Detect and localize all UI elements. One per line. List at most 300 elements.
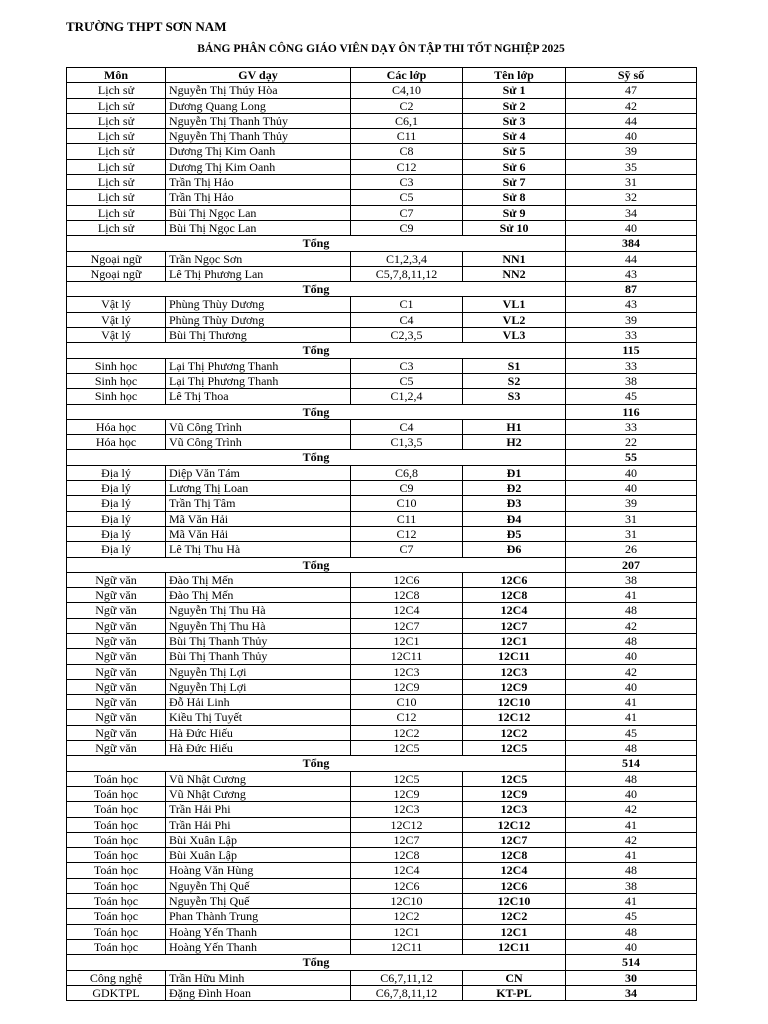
subject-cell: Toán học bbox=[67, 924, 166, 939]
subject-cell: Lịch sử bbox=[67, 175, 166, 190]
teacher-cell: Vũ Công Trình bbox=[166, 435, 351, 450]
class-name-cell: Sử 8 bbox=[463, 190, 566, 205]
count-cell: 41 bbox=[566, 817, 697, 832]
subject-cell: Ngữ văn bbox=[67, 603, 166, 618]
teacher-cell: Nguyễn Thị Thu Hà bbox=[166, 618, 351, 633]
table-row bbox=[67, 98, 697, 113]
teacher-cell: Vũ Nhật Cương bbox=[166, 786, 351, 801]
classes-cell: 12C10 bbox=[351, 894, 463, 909]
subtotal-count: 384 bbox=[566, 236, 697, 251]
class-name-cell: Sử 5 bbox=[463, 144, 566, 159]
subtotal-count: 115 bbox=[566, 343, 697, 358]
subject-cell: Hóa học bbox=[67, 419, 166, 434]
subject-cell: Vật lý bbox=[67, 297, 166, 312]
teacher-cell: Dương Thị Kim Oanh bbox=[166, 159, 351, 174]
subtotal-count: 116 bbox=[566, 404, 697, 419]
subject-cell: Toán học bbox=[67, 832, 166, 847]
classes-cell: C12 bbox=[351, 710, 463, 725]
teacher-cell: Nguyễn Thị Thúy Hòa bbox=[166, 83, 351, 98]
assignment-table bbox=[66, 67, 697, 1001]
count-cell: 33 bbox=[566, 358, 697, 373]
table-row bbox=[67, 710, 697, 725]
count-cell: 22 bbox=[566, 435, 697, 450]
table-row bbox=[67, 939, 697, 954]
subtotal-count: 514 bbox=[566, 955, 697, 970]
subtotal-label: Tổng bbox=[67, 450, 566, 465]
classes-cell: 12C7 bbox=[351, 618, 463, 633]
table-row bbox=[67, 190, 697, 205]
teacher-cell: Lại Thị Phương Thanh bbox=[166, 373, 351, 388]
header-teacher: GV dạy bbox=[166, 68, 351, 83]
subject-cell: Ngữ văn bbox=[67, 695, 166, 710]
teacher-cell: Kiều Thị Tuyết bbox=[166, 710, 351, 725]
classes-cell: C5 bbox=[351, 190, 463, 205]
count-cell: 48 bbox=[566, 863, 697, 878]
count-cell: 32 bbox=[566, 190, 697, 205]
class-name-cell: 12C3 bbox=[463, 802, 566, 817]
count-cell: 33 bbox=[566, 328, 697, 343]
table-row bbox=[67, 695, 697, 710]
table-row bbox=[67, 970, 697, 985]
count-cell: 40 bbox=[566, 939, 697, 954]
class-name-cell: Sử 9 bbox=[463, 205, 566, 220]
table-row bbox=[67, 679, 697, 694]
teacher-cell: Mã Văn Hải bbox=[166, 511, 351, 526]
classes-cell: C6,7,11,12 bbox=[351, 970, 463, 985]
classes-cell: C2 bbox=[351, 98, 463, 113]
subject-cell: Ngữ văn bbox=[67, 725, 166, 740]
teacher-cell: Lương Thị Loan bbox=[166, 481, 351, 496]
count-cell: 44 bbox=[566, 251, 697, 266]
table-row bbox=[67, 481, 697, 496]
class-name-cell: Đ4 bbox=[463, 511, 566, 526]
class-name-cell: 12C11 bbox=[463, 649, 566, 664]
count-cell: 45 bbox=[566, 389, 697, 404]
teacher-cell: Trần Hữu Minh bbox=[166, 970, 351, 985]
subject-cell: Ngoại ngữ bbox=[67, 251, 166, 266]
table-row bbox=[67, 909, 697, 924]
teacher-cell: Vũ Nhật Cương bbox=[166, 771, 351, 786]
class-name-cell: 12C1 bbox=[463, 924, 566, 939]
subject-cell: Hóa học bbox=[67, 435, 166, 450]
table-row bbox=[67, 312, 697, 327]
class-name-cell: 12C2 bbox=[463, 725, 566, 740]
subject-cell: Toán học bbox=[67, 848, 166, 863]
classes-cell: C8 bbox=[351, 144, 463, 159]
subject-cell: Vật lý bbox=[67, 328, 166, 343]
subject-cell: Ngữ văn bbox=[67, 572, 166, 587]
count-cell: 26 bbox=[566, 542, 697, 557]
classes-cell: 12C1 bbox=[351, 924, 463, 939]
class-name-cell: KT-PL bbox=[463, 985, 566, 1000]
class-name-cell: Sử 3 bbox=[463, 113, 566, 128]
count-cell: 45 bbox=[566, 725, 697, 740]
classes-cell: C7 bbox=[351, 542, 463, 557]
teacher-cell: Nguyễn Thị Thanh Thủy bbox=[166, 113, 351, 128]
table-row bbox=[67, 435, 697, 450]
table-row bbox=[67, 373, 697, 388]
header-count: Sỹ số bbox=[566, 68, 697, 83]
teacher-cell: Nguyễn Thị Lợi bbox=[166, 679, 351, 694]
class-name-cell: Sử 4 bbox=[463, 129, 566, 144]
subject-cell: Ngữ văn bbox=[67, 710, 166, 725]
subtotal-label: Tổng bbox=[67, 756, 566, 771]
count-cell: 42 bbox=[566, 802, 697, 817]
teacher-cell: Phan Thành Trung bbox=[166, 909, 351, 924]
teacher-cell: Hoàng Yến Thanh bbox=[166, 939, 351, 954]
class-name-cell: Đ5 bbox=[463, 526, 566, 541]
teacher-cell: Nguyễn Thị Quế bbox=[166, 878, 351, 893]
table-row bbox=[67, 496, 697, 511]
subtotal-row bbox=[67, 450, 697, 465]
count-cell: 48 bbox=[566, 633, 697, 648]
class-name-cell: Sử 1 bbox=[463, 83, 566, 98]
table-row bbox=[67, 603, 697, 618]
teacher-cell: Bùi Thị Thanh Thủy bbox=[166, 649, 351, 664]
subject-cell: Sinh học bbox=[67, 373, 166, 388]
classes-cell: 12C5 bbox=[351, 741, 463, 756]
count-cell: 41 bbox=[566, 848, 697, 863]
count-cell: 41 bbox=[566, 710, 697, 725]
subtotal-row bbox=[67, 343, 697, 358]
class-name-cell: 12C6 bbox=[463, 572, 566, 587]
classes-cell: 12C12 bbox=[351, 817, 463, 832]
teacher-cell: Bùi Thị Ngọc Lan bbox=[166, 205, 351, 220]
subject-cell: Lịch sử bbox=[67, 83, 166, 98]
class-name-cell: Sử 2 bbox=[463, 98, 566, 113]
classes-cell: C1,2,4 bbox=[351, 389, 463, 404]
classes-cell: C5 bbox=[351, 373, 463, 388]
classes-cell: C6,7,8,11,12 bbox=[351, 985, 463, 1000]
teacher-cell: Đào Thị Mến bbox=[166, 572, 351, 587]
classes-cell: 12C6 bbox=[351, 878, 463, 893]
subject-cell: Ngữ văn bbox=[67, 664, 166, 679]
classes-cell: 12C8 bbox=[351, 588, 463, 603]
count-cell: 40 bbox=[566, 129, 697, 144]
table-row bbox=[67, 251, 697, 266]
table-row bbox=[67, 465, 697, 480]
table-row bbox=[67, 924, 697, 939]
class-name-cell: Sử 10 bbox=[463, 220, 566, 235]
classes-cell: C7 bbox=[351, 205, 463, 220]
classes-cell: 12C9 bbox=[351, 679, 463, 694]
count-cell: 38 bbox=[566, 878, 697, 893]
class-name-cell: 12C3 bbox=[463, 664, 566, 679]
count-cell: 34 bbox=[566, 205, 697, 220]
classes-cell: 12C2 bbox=[351, 725, 463, 740]
count-cell: 42 bbox=[566, 664, 697, 679]
subject-cell: Ngữ văn bbox=[67, 741, 166, 756]
class-name-cell: S2 bbox=[463, 373, 566, 388]
teacher-cell: Bùi Thị Thương bbox=[166, 328, 351, 343]
subject-cell: Toán học bbox=[67, 909, 166, 924]
class-name-cell: 12C12 bbox=[463, 710, 566, 725]
classes-cell: C4,10 bbox=[351, 83, 463, 98]
table-row bbox=[67, 175, 697, 190]
classes-cell: C6,1 bbox=[351, 113, 463, 128]
teacher-cell: Bùi Xuân Lập bbox=[166, 832, 351, 847]
teacher-cell: Hà Đức Hiếu bbox=[166, 725, 351, 740]
subtotal-row bbox=[67, 404, 697, 419]
subject-cell: Địa lý bbox=[67, 481, 166, 496]
count-cell: 45 bbox=[566, 909, 697, 924]
class-name-cell: 12C6 bbox=[463, 878, 566, 893]
table-row bbox=[67, 205, 697, 220]
teacher-cell: Trần Hải Phi bbox=[166, 817, 351, 832]
count-cell: 42 bbox=[566, 618, 697, 633]
count-cell: 39 bbox=[566, 496, 697, 511]
classes-cell: 12C4 bbox=[351, 603, 463, 618]
subject-cell: Lịch sử bbox=[67, 113, 166, 128]
table-row bbox=[67, 878, 697, 893]
classes-cell: C10 bbox=[351, 695, 463, 710]
classes-cell: C5,7,8,11,12 bbox=[351, 266, 463, 281]
class-name-cell: 12C7 bbox=[463, 832, 566, 847]
teacher-cell: Mã Văn Hải bbox=[166, 526, 351, 541]
teacher-cell: Dương Quang Long bbox=[166, 98, 351, 113]
subtotal-label: Tổng bbox=[67, 557, 566, 572]
count-cell: 31 bbox=[566, 511, 697, 526]
table-row bbox=[67, 588, 697, 603]
class-name-cell: 12C8 bbox=[463, 848, 566, 863]
count-cell: 48 bbox=[566, 924, 697, 939]
table-row bbox=[67, 129, 697, 144]
subject-cell: Toán học bbox=[67, 863, 166, 878]
class-name-cell: NN1 bbox=[463, 251, 566, 266]
teacher-cell: Nguyễn Thị Thu Hà bbox=[166, 603, 351, 618]
table-row bbox=[67, 542, 697, 557]
count-cell: 43 bbox=[566, 297, 697, 312]
subject-cell: GDKTPL bbox=[67, 985, 166, 1000]
subject-cell: Địa lý bbox=[67, 511, 166, 526]
count-cell: 31 bbox=[566, 175, 697, 190]
table-row bbox=[67, 786, 697, 801]
class-name-cell: VL2 bbox=[463, 312, 566, 327]
classes-cell: 12C6 bbox=[351, 572, 463, 587]
subject-cell: Toán học bbox=[67, 771, 166, 786]
teacher-cell: Trần Thị Hảo bbox=[166, 175, 351, 190]
classes-cell: C1 bbox=[351, 297, 463, 312]
classes-cell: 12C11 bbox=[351, 649, 463, 664]
subtotal-count: 87 bbox=[566, 282, 697, 297]
teacher-cell: Bùi Xuân Lập bbox=[166, 848, 351, 863]
subject-cell: Ngữ văn bbox=[67, 649, 166, 664]
count-cell: 40 bbox=[566, 220, 697, 235]
subtotal-row bbox=[67, 236, 697, 251]
table-row bbox=[67, 358, 697, 373]
count-cell: 39 bbox=[566, 312, 697, 327]
school-name: TRƯỜNG THPT SƠN NAM bbox=[66, 19, 227, 34]
class-name-cell: H2 bbox=[463, 435, 566, 450]
subject-cell: Ngữ văn bbox=[67, 618, 166, 633]
teacher-cell: Diệp Văn Tám bbox=[166, 465, 351, 480]
subtotal-row bbox=[67, 955, 697, 970]
subject-cell: Toán học bbox=[67, 802, 166, 817]
table-row bbox=[67, 771, 697, 786]
table-row bbox=[67, 863, 697, 878]
table-row bbox=[67, 83, 697, 98]
count-cell: 38 bbox=[566, 572, 697, 587]
subject-cell: Địa lý bbox=[67, 496, 166, 511]
count-cell: 34 bbox=[566, 985, 697, 1000]
count-cell: 40 bbox=[566, 786, 697, 801]
teacher-cell: Lại Thị Phương Thanh bbox=[166, 358, 351, 373]
classes-cell: 12C4 bbox=[351, 863, 463, 878]
class-name-cell: VL3 bbox=[463, 328, 566, 343]
classes-cell: C12 bbox=[351, 526, 463, 541]
classes-cell: 12C8 bbox=[351, 848, 463, 863]
table-row bbox=[67, 802, 697, 817]
classes-cell: C4 bbox=[351, 419, 463, 434]
header-class-name: Tên lớp bbox=[463, 68, 566, 83]
teacher-cell: Dương Thị Kim Oanh bbox=[166, 144, 351, 159]
table-body bbox=[67, 83, 697, 1001]
class-name-cell: 12C2 bbox=[463, 909, 566, 924]
class-name-cell: 12C11 bbox=[463, 939, 566, 954]
header-subject: Môn bbox=[67, 68, 166, 83]
subtotal-label: Tổng bbox=[67, 236, 566, 251]
class-name-cell: 12C4 bbox=[463, 603, 566, 618]
count-cell: 40 bbox=[566, 481, 697, 496]
table-row bbox=[67, 144, 697, 159]
table-row bbox=[67, 389, 697, 404]
subject-cell: Toán học bbox=[67, 786, 166, 801]
table-row bbox=[67, 894, 697, 909]
class-name-cell: Đ3 bbox=[463, 496, 566, 511]
header-row bbox=[67, 68, 697, 83]
class-name-cell: CN bbox=[463, 970, 566, 985]
table-row bbox=[67, 649, 697, 664]
teacher-cell: Trần Thị Hảo bbox=[166, 190, 351, 205]
classes-cell: 12C1 bbox=[351, 633, 463, 648]
subject-cell: Lịch sử bbox=[67, 205, 166, 220]
count-cell: 40 bbox=[566, 465, 697, 480]
subtotal-label: Tổng bbox=[67, 282, 566, 297]
teacher-cell: Vũ Công Trình bbox=[166, 419, 351, 434]
classes-cell: 12C2 bbox=[351, 909, 463, 924]
teacher-cell: Đào Thị Mến bbox=[166, 588, 351, 603]
class-name-cell: Sử 7 bbox=[463, 175, 566, 190]
teacher-cell: Trần Hải Phi bbox=[166, 802, 351, 817]
table-row bbox=[67, 419, 697, 434]
subject-cell: Lịch sử bbox=[67, 98, 166, 113]
table-row bbox=[67, 633, 697, 648]
classes-cell: 12C11 bbox=[351, 939, 463, 954]
subtotal-count: 55 bbox=[566, 450, 697, 465]
table-row bbox=[67, 526, 697, 541]
classes-cell: C1,2,3,4 bbox=[351, 251, 463, 266]
subject-cell: Công nghệ bbox=[67, 970, 166, 985]
class-name-cell: 12C10 bbox=[463, 894, 566, 909]
classes-cell: C4 bbox=[351, 312, 463, 327]
subject-cell: Sinh học bbox=[67, 389, 166, 404]
classes-cell: C1,3,5 bbox=[351, 435, 463, 450]
class-name-cell: 12C5 bbox=[463, 741, 566, 756]
count-cell: 41 bbox=[566, 588, 697, 603]
subject-cell: Địa lý bbox=[67, 526, 166, 541]
subtotal-label: Tổng bbox=[67, 343, 566, 358]
subject-cell: Lịch sử bbox=[67, 144, 166, 159]
count-cell: 48 bbox=[566, 741, 697, 756]
class-name-cell: 12C1 bbox=[463, 633, 566, 648]
class-name-cell: 12C10 bbox=[463, 695, 566, 710]
classes-cell: C9 bbox=[351, 220, 463, 235]
class-name-cell: 12C9 bbox=[463, 786, 566, 801]
subject-cell: Ngữ văn bbox=[67, 679, 166, 694]
teacher-cell: Bùi Thị Ngọc Lan bbox=[166, 220, 351, 235]
teacher-cell: Hoàng Văn Hùng bbox=[166, 863, 351, 878]
teacher-cell: Hoàng Yến Thanh bbox=[166, 924, 351, 939]
class-name-cell: VL1 bbox=[463, 297, 566, 312]
count-cell: 40 bbox=[566, 679, 697, 694]
count-cell: 48 bbox=[566, 771, 697, 786]
teacher-cell: Đỗ Hải Linh bbox=[166, 695, 351, 710]
class-name-cell: Đ2 bbox=[463, 481, 566, 496]
subject-cell: Lịch sử bbox=[67, 159, 166, 174]
table-row bbox=[67, 297, 697, 312]
subject-cell: Địa lý bbox=[67, 542, 166, 557]
classes-cell: C6,8 bbox=[351, 465, 463, 480]
subject-cell: Toán học bbox=[67, 894, 166, 909]
subject-cell: Ngữ văn bbox=[67, 588, 166, 603]
class-name-cell: 12C8 bbox=[463, 588, 566, 603]
table-row bbox=[67, 266, 697, 281]
table-row bbox=[67, 832, 697, 847]
class-name-cell: 12C9 bbox=[463, 679, 566, 694]
count-cell: 33 bbox=[566, 419, 697, 434]
subtotal-label: Tổng bbox=[67, 955, 566, 970]
table-row bbox=[67, 220, 697, 235]
class-name-cell: 12C4 bbox=[463, 863, 566, 878]
count-cell: 41 bbox=[566, 894, 697, 909]
count-cell: 41 bbox=[566, 695, 697, 710]
teacher-cell: Hà Đức Hiếu bbox=[166, 741, 351, 756]
subtotal-count: 207 bbox=[566, 557, 697, 572]
classes-cell: C12 bbox=[351, 159, 463, 174]
class-name-cell: 12C5 bbox=[463, 771, 566, 786]
teacher-cell: Phùng Thùy Dương bbox=[166, 297, 351, 312]
subtotal-row bbox=[67, 557, 697, 572]
table-row bbox=[67, 848, 697, 863]
table-row bbox=[67, 725, 697, 740]
table-row bbox=[67, 328, 697, 343]
count-cell: 44 bbox=[566, 113, 697, 128]
classes-cell: 12C7 bbox=[351, 832, 463, 847]
teacher-cell: Trần Ngọc Sơn bbox=[166, 251, 351, 266]
header-classes: Các lớp bbox=[351, 68, 463, 83]
table-row bbox=[67, 113, 697, 128]
subject-cell: Ngoại ngữ bbox=[67, 266, 166, 281]
teacher-cell: Đặng Đình Hoan bbox=[166, 985, 351, 1000]
count-cell: 35 bbox=[566, 159, 697, 174]
subject-cell: Sinh học bbox=[67, 358, 166, 373]
table-row bbox=[67, 741, 697, 756]
count-cell: 39 bbox=[566, 144, 697, 159]
table-row bbox=[67, 664, 697, 679]
class-name-cell: 12C7 bbox=[463, 618, 566, 633]
class-name-cell: 12C12 bbox=[463, 817, 566, 832]
count-cell: 43 bbox=[566, 266, 697, 281]
subject-cell: Lịch sử bbox=[67, 190, 166, 205]
class-name-cell: Đ1 bbox=[463, 465, 566, 480]
count-cell: 42 bbox=[566, 832, 697, 847]
teacher-cell: Lê Thị Thoa bbox=[166, 389, 351, 404]
classes-cell: C3 bbox=[351, 175, 463, 190]
teacher-cell: Lê Thị Phương Lan bbox=[166, 266, 351, 281]
classes-cell: C3 bbox=[351, 358, 463, 373]
subtotal-label: Tổng bbox=[67, 404, 566, 419]
teacher-cell: Nguyễn Thị Lợi bbox=[166, 664, 351, 679]
